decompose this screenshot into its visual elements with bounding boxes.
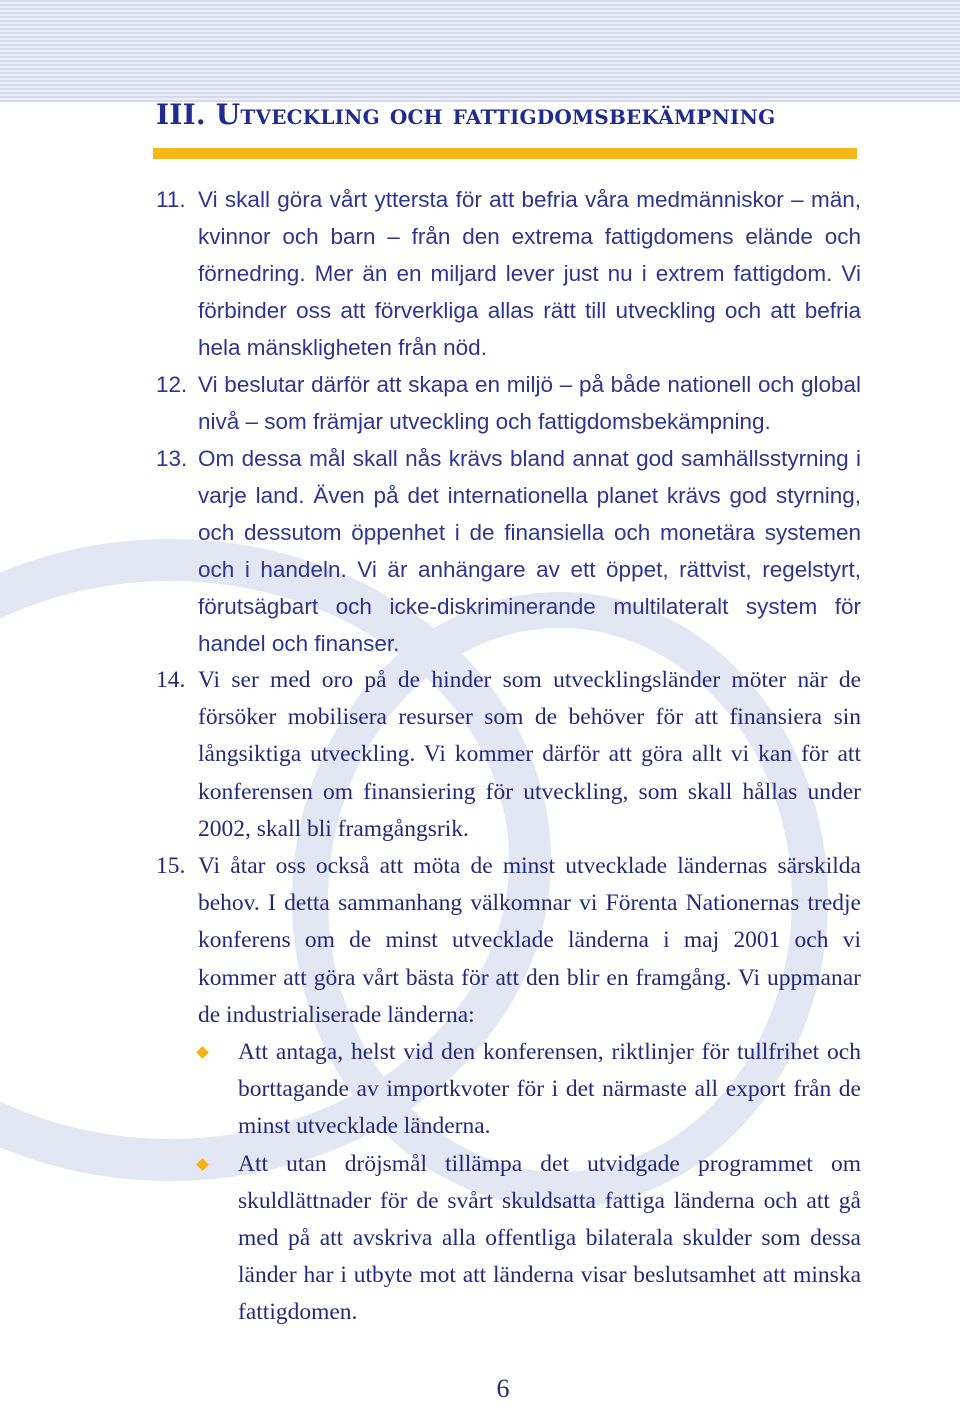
bullet-text: Att utan dröjsmål tillämpa det utvidgade programmet om skuldlättnader för de svårt skuldsatta fattiga länderna och att gå med på att avskriva alla offentliga bilaterala skulder som dessa länder har i utbyte mot att länderna visar beslutsamhet att minska fattigdomen.	[238, 1150, 861, 1326]
paragraph-number: 15.	[156, 853, 186, 880]
paragraph-text: Om dessa mål skall nås krävs bland annat god samhällsstyrning i varje land. Även på det internationella planet krävs god styrning, och dessutom öppenhet i de finansiella och monetära systemen och i handeln. Vi är anhängare av ett öppet, rättvist, regelstyrt, förutsägbart och icke-diskriminerande multilateralt system för handel och finanser.	[198, 446, 861, 656]
paragraph-14	[156, 662, 861, 848]
paragraph-number: 12.	[156, 372, 188, 397]
paragraph-number: 13.	[156, 446, 188, 471]
list-item	[238, 1034, 861, 1146]
paragraph-11	[156, 181, 861, 366]
paragraph-text: Vi skall göra vårt yttersta för att befria våra medmänniskor – män, kvinnor och barn – från den extrema fattigdomens elände och förnedring. Mer än en miljard lever just nu i extrem fattigdom. Vi förbinder oss att förverkliga allas rätt till utveckling och att befria hela mänskligheten från nöd.	[198, 187, 861, 360]
paragraph-text: Vi åtar oss också att möta de minst utvecklade ländernas särskilda behov. I detta sammanhang välkomnar vi Förenta Nationernas tredje konferens om de minst utvecklade länderna i maj 2001 och vi kommer att göra vårt bästa för att den blir en framgång. Vi uppmanar de industrialiserade länderna:	[198, 853, 861, 1028]
page-number: 6	[496, 1374, 510, 1403]
heading-rule	[153, 148, 857, 159]
paragraph-text: Vi ser med oro på de hinder som utvecklingsländer möter när de försöker mobilisera resurser som de behöver för att finansiera sin långsiktiga utveckling. Vi kommer därför att göra allt vi kan för att konferensen om finansiering för utveckling, som skall hållas under 2002, skall bli framgångsrik.	[198, 667, 861, 842]
paragraph-13	[156, 440, 861, 662]
paragraph-12	[156, 366, 861, 440]
diamond-bullet-icon	[196, 1158, 209, 1171]
bullet-text: Att antaga, helst vid den konferensen, riktlinjer för tullfrihet och borttagande av importkvoter för i det närmaste all export från de minst utvecklade länderna.	[238, 1039, 861, 1140]
paragraph-text: Vi beslutar därför att skapa en miljö – på både nationell och global nivå – som främjar utveckling och fattigdomsbekämpning.	[198, 372, 861, 434]
bullet-list	[156, 1034, 861, 1332]
paragraph-number: 11.	[156, 187, 186, 212]
paragraph-number: 14.	[156, 667, 186, 693]
section-heading: III. Utveckling och fattigdomsbekämpning	[156, 98, 776, 131]
diamond-bullet-icon	[196, 1046, 209, 1059]
article-body	[156, 181, 861, 1332]
list-item	[238, 1146, 861, 1332]
paragraph-15	[156, 848, 861, 1034]
